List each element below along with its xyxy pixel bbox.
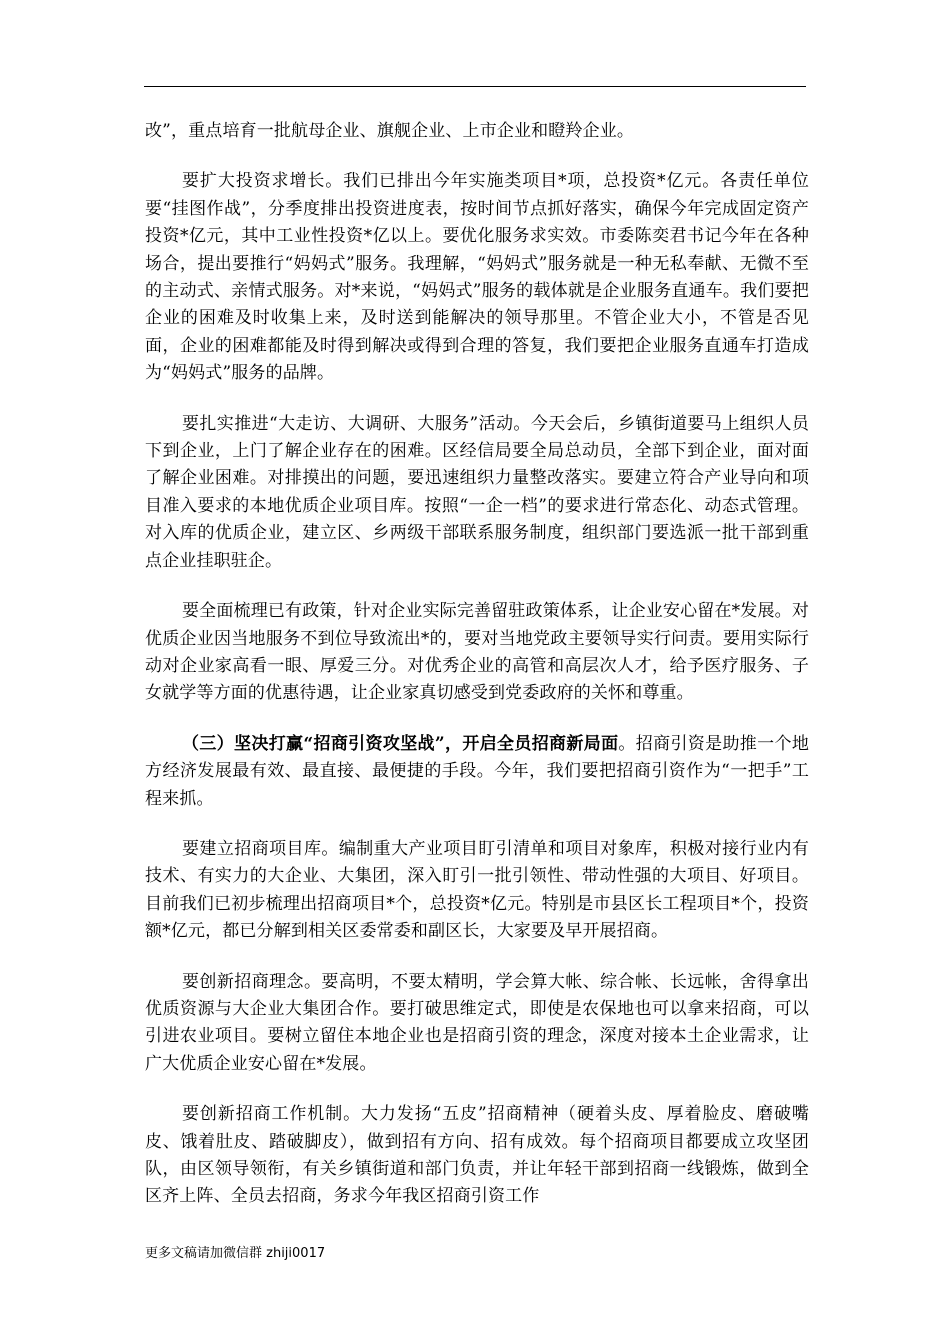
paragraph-continuation: 改”，重点培育一批航母企业、旗舰企业、上市企业和瞪羚企业。 — [145, 121, 635, 141]
header-rule — [144, 86, 806, 87]
document-body — [145, 118, 809, 1234]
footer-note: 更多文稿请加微信群 zhiji0017 — [145, 1246, 326, 1261]
paragraph-policy-review: 要全面梳理已有政策，针对企业实际完善留驻政策体系，让企业安心留在*发展。对优质企业因当地服务不到位导致流出*的，要对当地党政主要领导实行问责。要用实际行动对企业家高看一眼、厚爱三分。对优秀企业的高管和高层次人才，给予医疗服务、子女就学等方面的优惠待遇，让企业家真切感受到党委政府的关怀和尊重。 — [145, 601, 809, 704]
paragraph-visit-research-service: 要扎实推进“大走访、大调研、大服务”活动。今天会后，乡镇街道要马上组织人员下到企业，上门了解企业存在的困难。区经信局要全局总动员，全部下到企业，面对面了解企业困难。对排摸出的问题，要迅速组织力量整改落实。要建立符合产业导向和项目准入要求的本地优质企业项目库。按照“一企一档”的要求进行常态化、动态式管理。对入库的优质企业，建立区、乡两级干部联系服务制度，组织部门要选派一批干部到重点企业挂职驻企。 — [145, 413, 809, 571]
paragraph-work-mechanism: 要创新招商工作机制。大力发扬“五皮”招商精神（硬着头皮、厚着脸皮、磨破嘴皮、饿着肚皮、踏破脚皮），做到招有方向、招有成效。每个招商项目都要成立攻坚团队，由区领导领衔，有关乡镇街道和部门负责，并让年轻干部到招商一线锻炼，做到全区齐上阵、全员去招商，务求今年我区招商引资工作 — [145, 1104, 809, 1207]
section-heading-body: 。招商引资是助推一个地方经济发展最有效、最直接、最便捷的手段。今年，我们要把招商引资作为“一把手”工程来抓。 — [145, 733, 809, 809]
paragraph-project-library: 要建立招商项目库。编制重大产业项目盯引清单和项目对象库，积极对接行业内有技术、有实力的大企业、大集团，深入盯引一批引领性、带动性强的大项目、好项目。目前我们已初步梳理出招商项目*个，总投资*亿元。特别是市县区长工程项目*个，投资额*亿元，都已分解到相关区委常委和副区长，大家要及早开展招商。 — [145, 838, 809, 942]
paragraph-investment-attraction — [145, 731, 809, 813]
paragraph-expand-investment: 要扩大投资求增长。我们已排出今年实施类项目*项，总投资*亿元。各责任单位要“挂图作战”，分季度排出投资进度表，按时间节点抓好落实，确保今年完成固定资产投资*亿元，其中工业性投资*亿以上。要优化服务求实效。市委陈奕君书记今年在各种场合，提出要推行“妈妈式”服务。我理解，“妈妈式”服务就是一种无私奉献、无微不至的主动式、亲情式服务。对*来说，“妈妈式”服务的载体就是企业服务直通车。我们要把企业的困难及时收集上来，及时送到能解决的领导那里。不管企业大小，不管是否见面，企业的困难都能及时得到解决或得到合理的答复，我们要把企业服务直通车打造成为“妈妈式”服务的品牌。 — [145, 171, 809, 384]
paragraph-innovation-concept: 要创新招商理念。要高明，不要太精明，学会算大帐、综合帐、长远帐，舍得拿出优质资源与大企业大集团合作。要打破思维定式，即使是农保地也可以拿来招商，可以引进农业项目。要树立留住本地企业也是招商引资的理念，深度对接本土企业需求，让广大优质企业安心留在*发展。 — [145, 971, 809, 1074]
section-heading: （三）坚决打赢“招商引资攻坚战”，开启全员招商新局面 — [182, 733, 619, 754]
